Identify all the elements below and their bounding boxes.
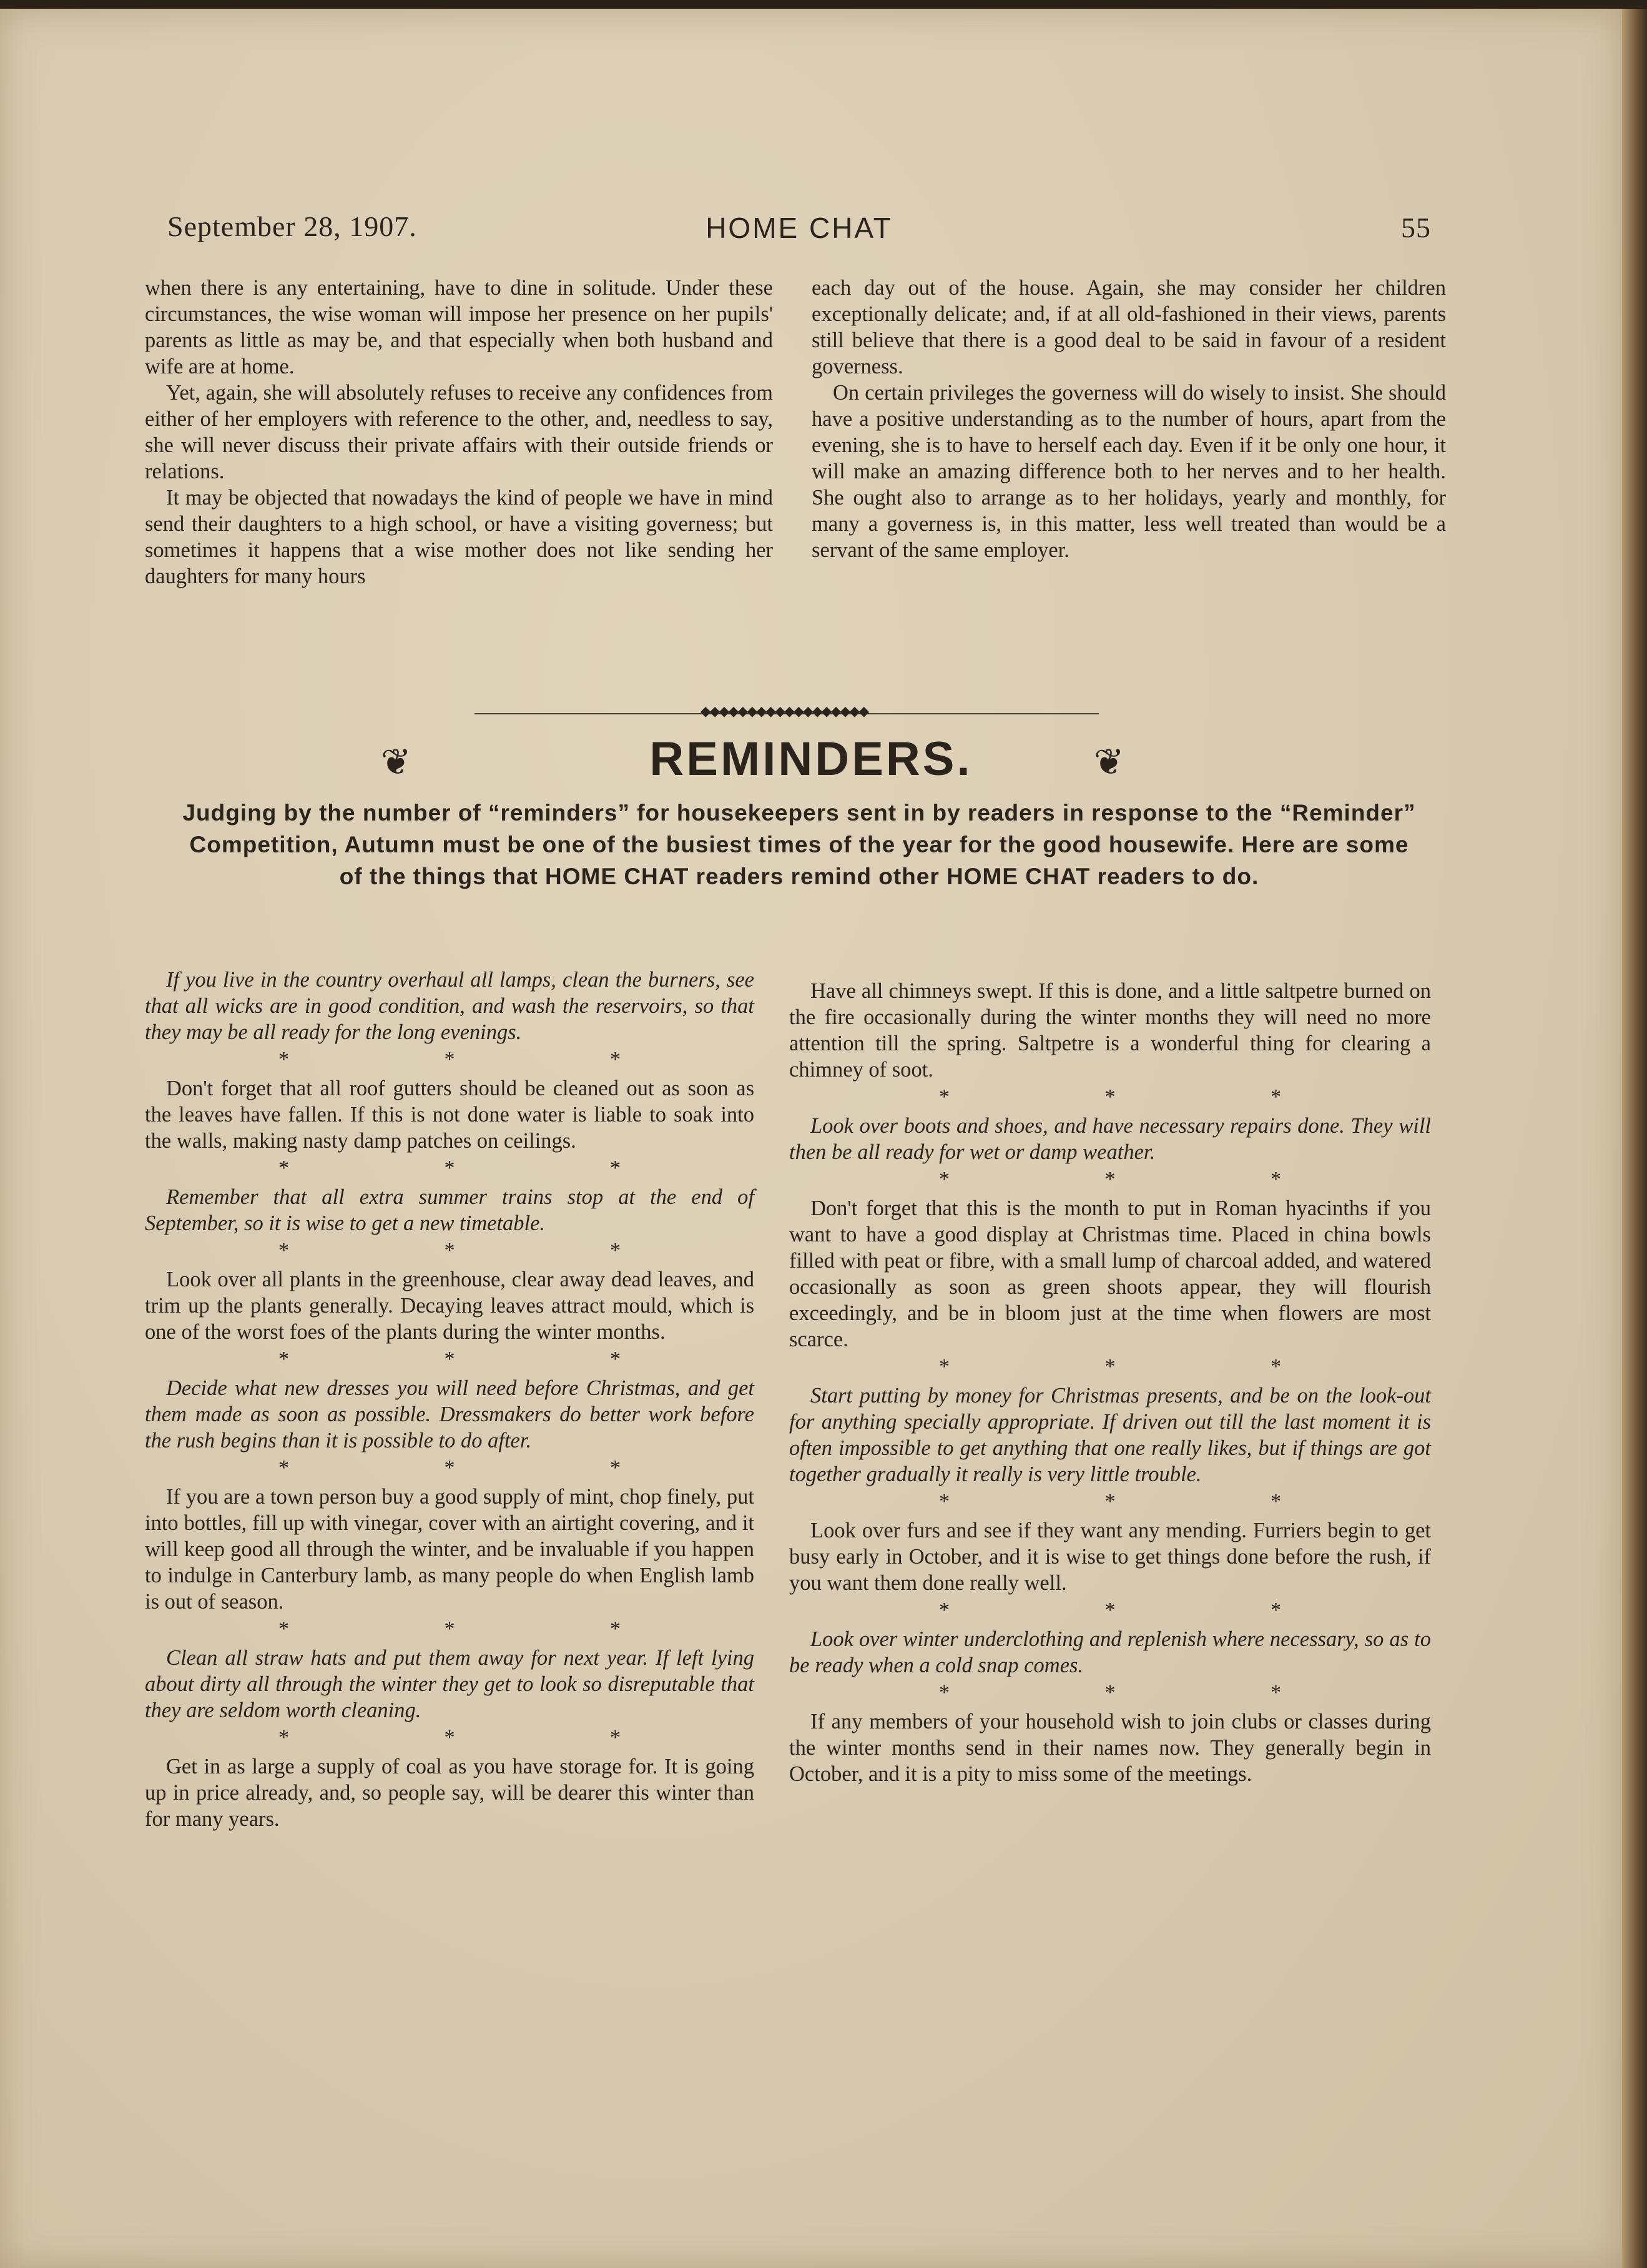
magazine-page [0,9,1622,2268]
asterisk-separator: * * * [939,1085,1356,1108]
reminder-item: If you live in the country overhaul all lamps, clean the burners, see that all wicks are in good condition, and wash the reservoirs, so that they may be all ready for the long evenings. [145,968,754,1044]
reminder-item: Don't forget that all roof gutters should be cleaned out as soon as the leaves have fallen. If this is not done water is liable to soak into the walls, making nasty damp patches on ceilings. [145,1077,754,1153]
asterisk-separator: * * * [278,1456,696,1479]
asterisk-separator: * * * [939,1599,1356,1622]
reminders-column-left [145,967,754,1832]
floral-ornament-left-icon: ❦ [381,742,411,782]
page-number: 55 [1401,212,1431,244]
asterisk-separator: * * * [278,1617,696,1640]
paragraph: when there is any entertaining, have to dine in solitude. Under these circumstances, the wise woman will impose her presence on her pupils' parents as little as may be, and that especially when both husband and wife are at home. [145,276,773,378]
running-title: HOME CHAT [706,212,893,244]
page-header [167,204,1431,254]
paragraph: It may be objected that nowadays the kind of people we have in mind send their daughters to a high school, or have a visiting governess; but sometimes it happens that a wise mother does not like sending her daughters for many hours [145,486,773,588]
page-edge [1622,9,1647,2268]
reminder-item: Start putting by money for Christmas presents, and be on the look-out for anything specially appropriate. If driven out till the last moment it is often impossible to get anything that one really likes, but if things are got together gradually it really is very little trouble. [789,1384,1431,1486]
reminder-item: Look over winter underclothing and replenish where necessary, so as to be ready when a cold snap comes. [789,1627,1431,1677]
reminder-item: Look over boots and shoes, and have necessary repairs done. They will then be all ready for wet or damp weather. [789,1114,1431,1164]
section-title: REMINDERS. [649,732,973,786]
asterisk-separator: * * * [939,1681,1356,1704]
floral-ornament-right-icon: ❦ [1094,742,1124,782]
paragraph: Yet, again, she will absolutely refuses to receive any confidences from either of her employers with reference to the other, and, needless to say, she will never discuss their private affairs with their outside friends or relations. [145,381,773,483]
paragraph: each day out of the house. Again, she may consider her children exceptionally delicate; and, if at all old-fashioned in their views, parents still believe that there is a good deal to be said in favour of a resident governess. [812,276,1446,378]
reminder-item: Don't forget that this is the month to put in Roman hyacinths if you want to have a good display at Christmas time. Placed in china bowls filled with peat or fibre, with a small lump of charcoal added, and watered occasionally as soon as green shoots appear, they will flourish exceedingly, and be in bloom just at the time when flowers are most scarce. [789,1196,1431,1351]
reminder-item: If any members of your household wish to join clubs or classes during the winter months send in their names now. They generally begin in October, and it is a pity to miss some of the meetings. [789,1710,1431,1786]
reminder-item: Look over all plants in the greenhouse, clear away dead leaves, and trim up the plants generally. Decaying leaves attract mould, which is one of the worst foes of the plants during the winter months. [145,1268,754,1344]
reminders-column-right [789,978,1431,1787]
reminder-item: Clean all straw hats and put them away for next year. If left lying about dirty all through the winter they get to look so disreputable that they are seldom worth cleaning. [145,1646,754,1722]
reminder-item: Get in as large a supply of coal as you have storage for. It is going up in price already, and, so people say, will be dearer this winter than for many years. [145,1755,754,1831]
asterisk-separator: * * * [939,1490,1356,1513]
article-continuation-left [145,275,773,589]
asterisk-separator: * * * [278,1048,696,1071]
asterisk-separator: * * * [939,1355,1356,1378]
reminder-item: Decide what new dresses you will need before Christmas, and get them made as soon as possible. Dressmakers do better work before the rush begins than it is possible to do after. [145,1376,754,1452]
reminder-item: Look over furs and see if they want any mending. Furriers begin to get busy early in October, and it is wise to get things done before the rush, if you want them done really well. [789,1519,1431,1595]
asterisk-separator: * * * [278,1348,696,1371]
asterisk-separator: * * * [278,1726,696,1749]
article-continuation-right [812,275,1446,563]
reminder-item: Have all chimneys swept. If this is done, and a little saltpetre burned on the fire occasionally during the winter months they will need no more attention till the spring. Saltpetre is a wonderful thing for clearing a chimney of soot. [789,979,1431,1082]
asterisk-separator: * * * [278,1156,696,1180]
section-intro: Judging by the number of “reminders” for housekeepers sent in by readers in response to the “Reminder” Competition, Autumn must be one of the busiest times of the year for the good housewife. Here are some of the things that HOME CHAT readers remind other HOME CHAT readers to do. [182,800,1416,889]
reminder-item: Remember that all extra summer trains stop at the end of September, so it is wise to get a new timetable. [145,1185,754,1235]
reminder-item: If you are a town person buy a good supply of mint, chop finely, put into bottles, fill up with vinegar, cover with an airtight covering, and it will keep good all through the winter, and be invaluable if you happen to indulge in Canterbury lamb, as many people do when English lamb is out of season. [145,1485,754,1614]
asterisk-separator: * * * [939,1168,1356,1191]
asterisk-separator: * * * [278,1239,696,1262]
divider-ornament: ◆◆◆◆◆◆◆◆◆◆◆◆◆◆◆◆◆◆ [700,703,868,719]
paragraph: On certain privileges the governess will do wisely to insist. She should have a positive understanding as to the number of hours, apart from the evening, she is to have to herself each day. Even if it be only one hour, it will make an amazing difference both to her nerves and to her health. She ought also to arrange as to her holidays, yearly and monthly, for many a governess is, in this matter, less well treated than would be a servant of the same employer. [812,381,1446,562]
issue-date: September 28, 1907. [167,210,417,242]
